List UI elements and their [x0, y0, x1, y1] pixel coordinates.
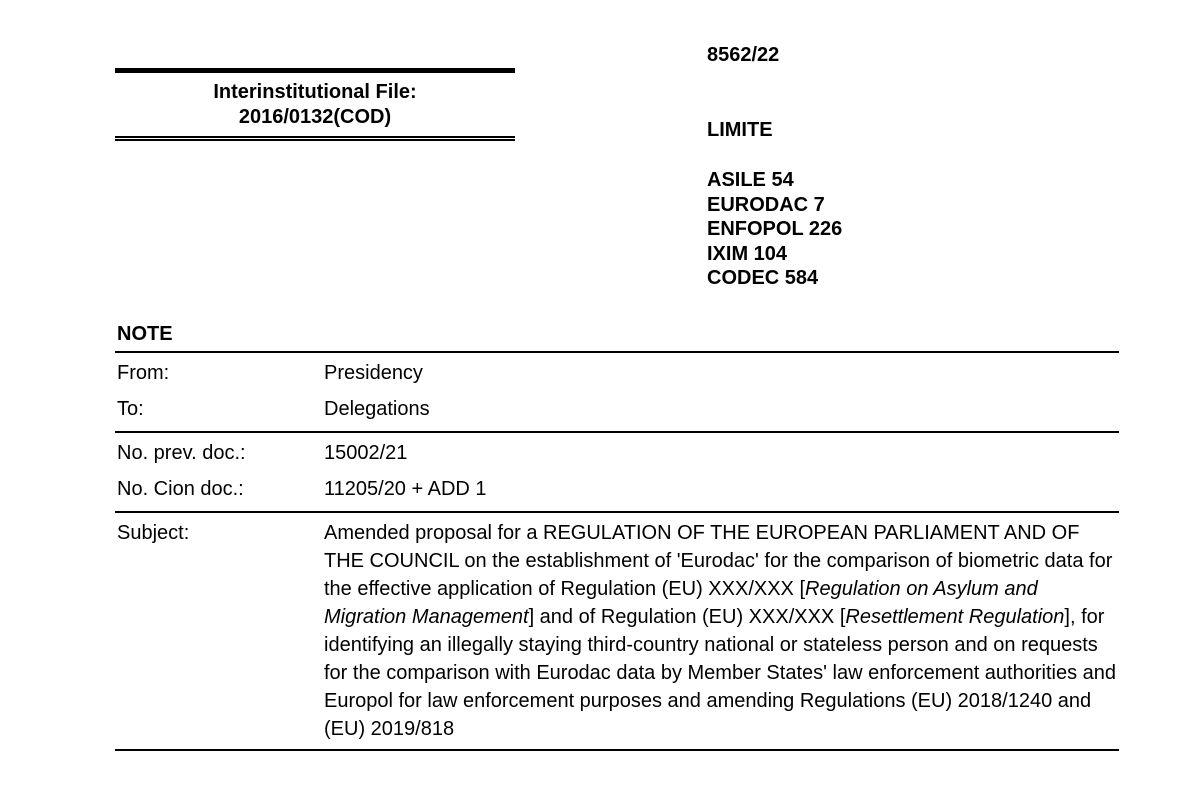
cion-doc-label: No. Cion doc.: [117, 478, 244, 500]
code-enfopol: ENFOPOL 226 [707, 218, 843, 240]
document-codes [707, 168, 842, 291]
top-rule [115, 68, 515, 73]
from-value: Presidency [324, 362, 423, 384]
subject-row [115, 519, 1119, 743]
to-row [115, 391, 1119, 427]
subject-text [324, 519, 1119, 743]
interinstitutional-file-label: Interinstitutional File: [213, 81, 417, 103]
from-label: From: [117, 362, 170, 384]
prev-doc-label: No. prev. doc.: [117, 442, 246, 464]
doc-ref-group [115, 433, 1119, 513]
to-value: Delegations [324, 398, 430, 420]
subject-group [115, 513, 1119, 751]
prev-doc-row [115, 435, 1119, 471]
classification-label: LIMITE [707, 119, 773, 141]
subject-text-italic-1: Regulation on Asylum and Migration Management [324, 578, 1038, 628]
subject-label: Subject: [117, 522, 190, 544]
subject-text-part-1: Amended proposal for a REGULATION OF THE EUROPEAN PARLIAMENT AND OF THE COUNCIL on the establishment of 'Eurodac' for the comparison of biometric data for the effective application of Regulation (EU) XXX/XXX [ [324, 522, 1113, 600]
subject-text-part-2: ] and of Regulation (EU) XXX/XXX [ [528, 606, 846, 628]
subject-text-part-3: ], for identifying an illegally staying third-country national or stateless person and on requests for the comparison with Eurodac data by Member States' law enforcement authorities and Europol for law enforcement purposes and amending Regulations (EU) 2018/1240 and (EU) 2019/818 [324, 606, 1117, 740]
code-asile: ASILE 54 [707, 169, 794, 191]
to-label: To: [117, 398, 144, 420]
cion-doc-row [115, 471, 1119, 507]
code-codec: CODEC 584 [707, 267, 819, 289]
note-title: NOTE [117, 323, 173, 345]
metadata-table [115, 351, 1119, 751]
subject-text-italic-2: Resettlement Regulation [845, 606, 1065, 628]
from-to-group [115, 353, 1119, 433]
interinstitutional-file-number: 2016/0132(COD) [238, 106, 392, 128]
interinstitutional-file-box [115, 68, 515, 141]
from-row [115, 355, 1119, 391]
document-number: 8562/22 [707, 44, 780, 66]
prev-doc-value: 15002/21 [324, 442, 408, 464]
code-eurodac: EURODAC 7 [707, 193, 825, 216]
cion-doc-value: 11205/20 + ADD 1 [324, 478, 487, 500]
double-rule [115, 136, 515, 141]
code-ixim: IXIM 104 [707, 242, 788, 265]
